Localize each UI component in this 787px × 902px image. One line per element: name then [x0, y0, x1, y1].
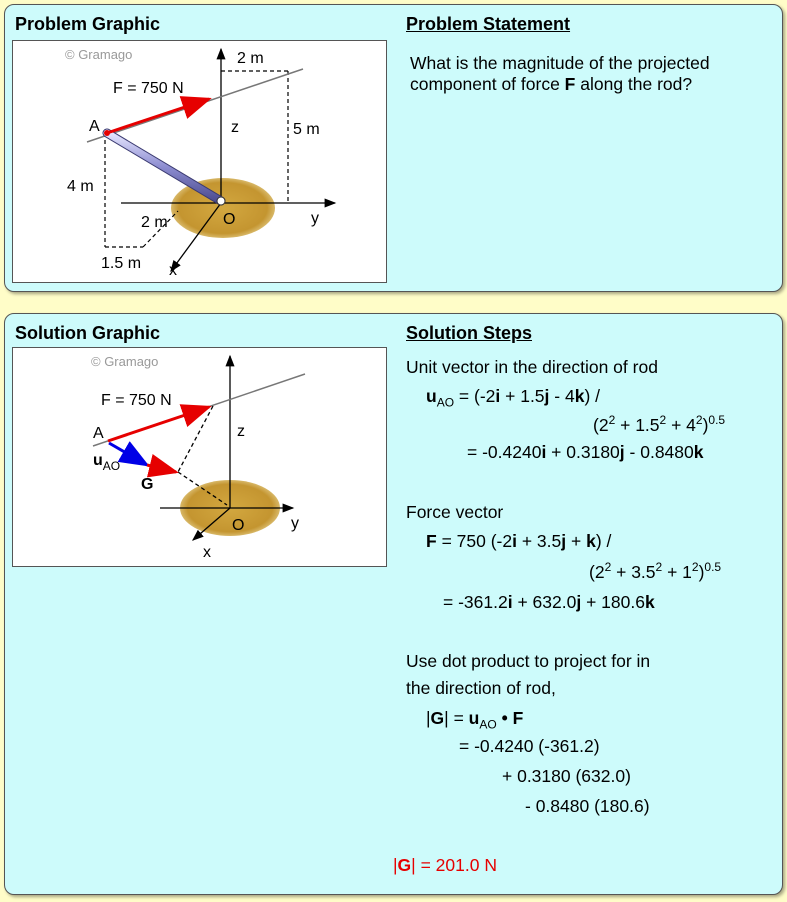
- answer-part: | = 201.0 N: [411, 855, 497, 875]
- copyright: © Gramago: [65, 47, 133, 62]
- force-label: F = 750 N: [113, 80, 184, 97]
- vec-i: i: [541, 442, 547, 462]
- x-axis-label: x: [203, 544, 211, 561]
- vec-i: i: [512, 531, 517, 551]
- unit-vector-sub: AO: [102, 459, 121, 473]
- vec-i: i: [507, 592, 513, 612]
- x-axis-label: x: [169, 262, 177, 279]
- u-sub: AO: [479, 717, 497, 732]
- eq-part: ): [702, 414, 709, 435]
- eq-part: - 4: [549, 386, 575, 406]
- statement-text-post: along the rod?: [575, 74, 693, 94]
- answer-part: |: [393, 855, 398, 875]
- eq-part: - 0.8480: [624, 442, 694, 462]
- sup: 2: [659, 413, 667, 427]
- solution-figure-svg: [13, 348, 386, 566]
- g-label: G: [141, 476, 154, 493]
- point-a-label: A: [93, 425, 104, 442]
- solution-steps-title: Solution Steps: [406, 323, 532, 343]
- sup: 2: [655, 560, 663, 574]
- eq-part: (2: [593, 414, 609, 435]
- step1-eq1: [426, 386, 600, 413]
- sup: 2: [695, 413, 703, 427]
- eq-part: ) /: [584, 386, 601, 406]
- sup: 2: [604, 560, 612, 574]
- ground-ellipse: [171, 178, 275, 238]
- step3-heading-1: Use dot product to project for in: [406, 651, 651, 671]
- step3-line3: + 0.3180 (632.0): [502, 766, 631, 786]
- eq-part: + 1.5: [615, 414, 660, 435]
- eq-part: + 1.5: [500, 386, 545, 406]
- eq-part: | =: [444, 708, 469, 728]
- u-sub: AO: [436, 395, 455, 410]
- vec-j: j: [561, 531, 567, 551]
- problem-figure: [12, 40, 387, 283]
- z-axis-label: z: [237, 423, 245, 440]
- eq-part: = 750 (-2: [436, 531, 513, 551]
- vec-j: j: [619, 442, 625, 462]
- eq-part: = (-2: [454, 386, 496, 406]
- sup: 2: [608, 413, 616, 427]
- y-axis-label: y: [311, 210, 319, 227]
- answer-g: G: [397, 855, 412, 875]
- dim-bottom-label: 1.5 m: [101, 255, 142, 272]
- step2-eq3: [443, 592, 655, 612]
- eq-part: + 3.5: [611, 561, 656, 582]
- vec-k: k: [644, 592, 655, 612]
- eq-part: + 3.5: [516, 531, 562, 551]
- unit-vector-u: u: [93, 452, 103, 469]
- z-axis-label: z: [231, 119, 239, 136]
- dim-floor-label: 2 m: [141, 214, 168, 231]
- dim-right-label: 5 m: [293, 121, 320, 138]
- problem-statement-title: Problem Statement: [406, 14, 571, 34]
- u-symbol: u: [426, 386, 437, 406]
- step2-eq2: [589, 557, 721, 582]
- vec-k: k: [693, 442, 704, 462]
- unit-vector-label: [93, 452, 120, 473]
- eq-part: |: [426, 708, 431, 728]
- solution-panel: [4, 313, 783, 895]
- dim-left-label: 4 m: [67, 178, 94, 195]
- step1-eq3: [467, 442, 703, 462]
- eq-part: + 1: [662, 561, 692, 582]
- origin-point: [217, 197, 225, 205]
- eq-part: + 632.0: [512, 592, 577, 612]
- problem-statement: [410, 53, 780, 95]
- problem-panel: [4, 4, 783, 292]
- step1-eq2: [593, 410, 725, 435]
- eq-part: +: [566, 531, 587, 551]
- step2-heading: Force vector: [406, 502, 504, 522]
- point-a-label: A: [89, 118, 100, 135]
- dim-top-label: 2 m: [237, 50, 264, 67]
- dot-symbol: •: [496, 708, 513, 728]
- projection-g-arrow: [147, 465, 176, 472]
- step2-eq1: [426, 531, 611, 551]
- eq-part: + 0.3180: [546, 442, 620, 462]
- force-arrow: [107, 99, 209, 133]
- force-arrow: [108, 407, 209, 441]
- y-axis-label: y: [291, 515, 299, 532]
- f-symbol: F: [512, 708, 524, 728]
- eq-part: = -0.4240: [467, 442, 542, 462]
- step3-line4: - 0.8480 (180.6): [525, 796, 650, 816]
- origin-label: O: [223, 211, 236, 228]
- vec-k: k: [586, 531, 596, 551]
- statement-text-bold: F: [564, 74, 576, 94]
- origin-label: O: [232, 517, 245, 534]
- point-a-marker: [104, 130, 110, 136]
- step3-line2: = -0.4240 (-361.2): [459, 736, 600, 756]
- statement-text-pre: What is the magnitude of the projected component of force: [410, 53, 710, 94]
- eq-part: = -361.2: [443, 592, 508, 612]
- copyright: © Gramago: [91, 354, 159, 369]
- solution-graphic-title: Solution Graphic: [15, 323, 161, 343]
- problem-graphic-title: Problem Graphic: [15, 14, 161, 34]
- vec-i: i: [495, 386, 501, 406]
- sup: 2: [691, 560, 699, 574]
- rod: [107, 133, 221, 201]
- eq-part: ): [698, 561, 705, 582]
- step1-heading: Unit vector in the direction of rod: [406, 357, 658, 377]
- vec-k: k: [574, 386, 585, 406]
- final-answer: [393, 855, 497, 875]
- eq-part: (2: [589, 561, 605, 582]
- step3-eq1: [426, 708, 523, 735]
- vec-j: j: [576, 592, 582, 612]
- eq-part: + 4: [666, 414, 696, 435]
- solution-figure: [12, 347, 387, 567]
- eq-part: + 180.6: [581, 592, 645, 612]
- eq-part: ) /: [595, 531, 612, 551]
- g-symbol: G: [430, 708, 445, 728]
- sup: 0.5: [704, 560, 722, 574]
- vec-j: j: [544, 386, 550, 406]
- problem-figure-svg: [13, 41, 386, 282]
- u-symbol: u: [468, 708, 480, 728]
- f-symbol: F: [426, 531, 437, 551]
- sup: 0.5: [708, 413, 726, 427]
- step3-heading-2: the direction of rod,: [406, 678, 556, 698]
- force-label: F = 750 N: [101, 392, 172, 409]
